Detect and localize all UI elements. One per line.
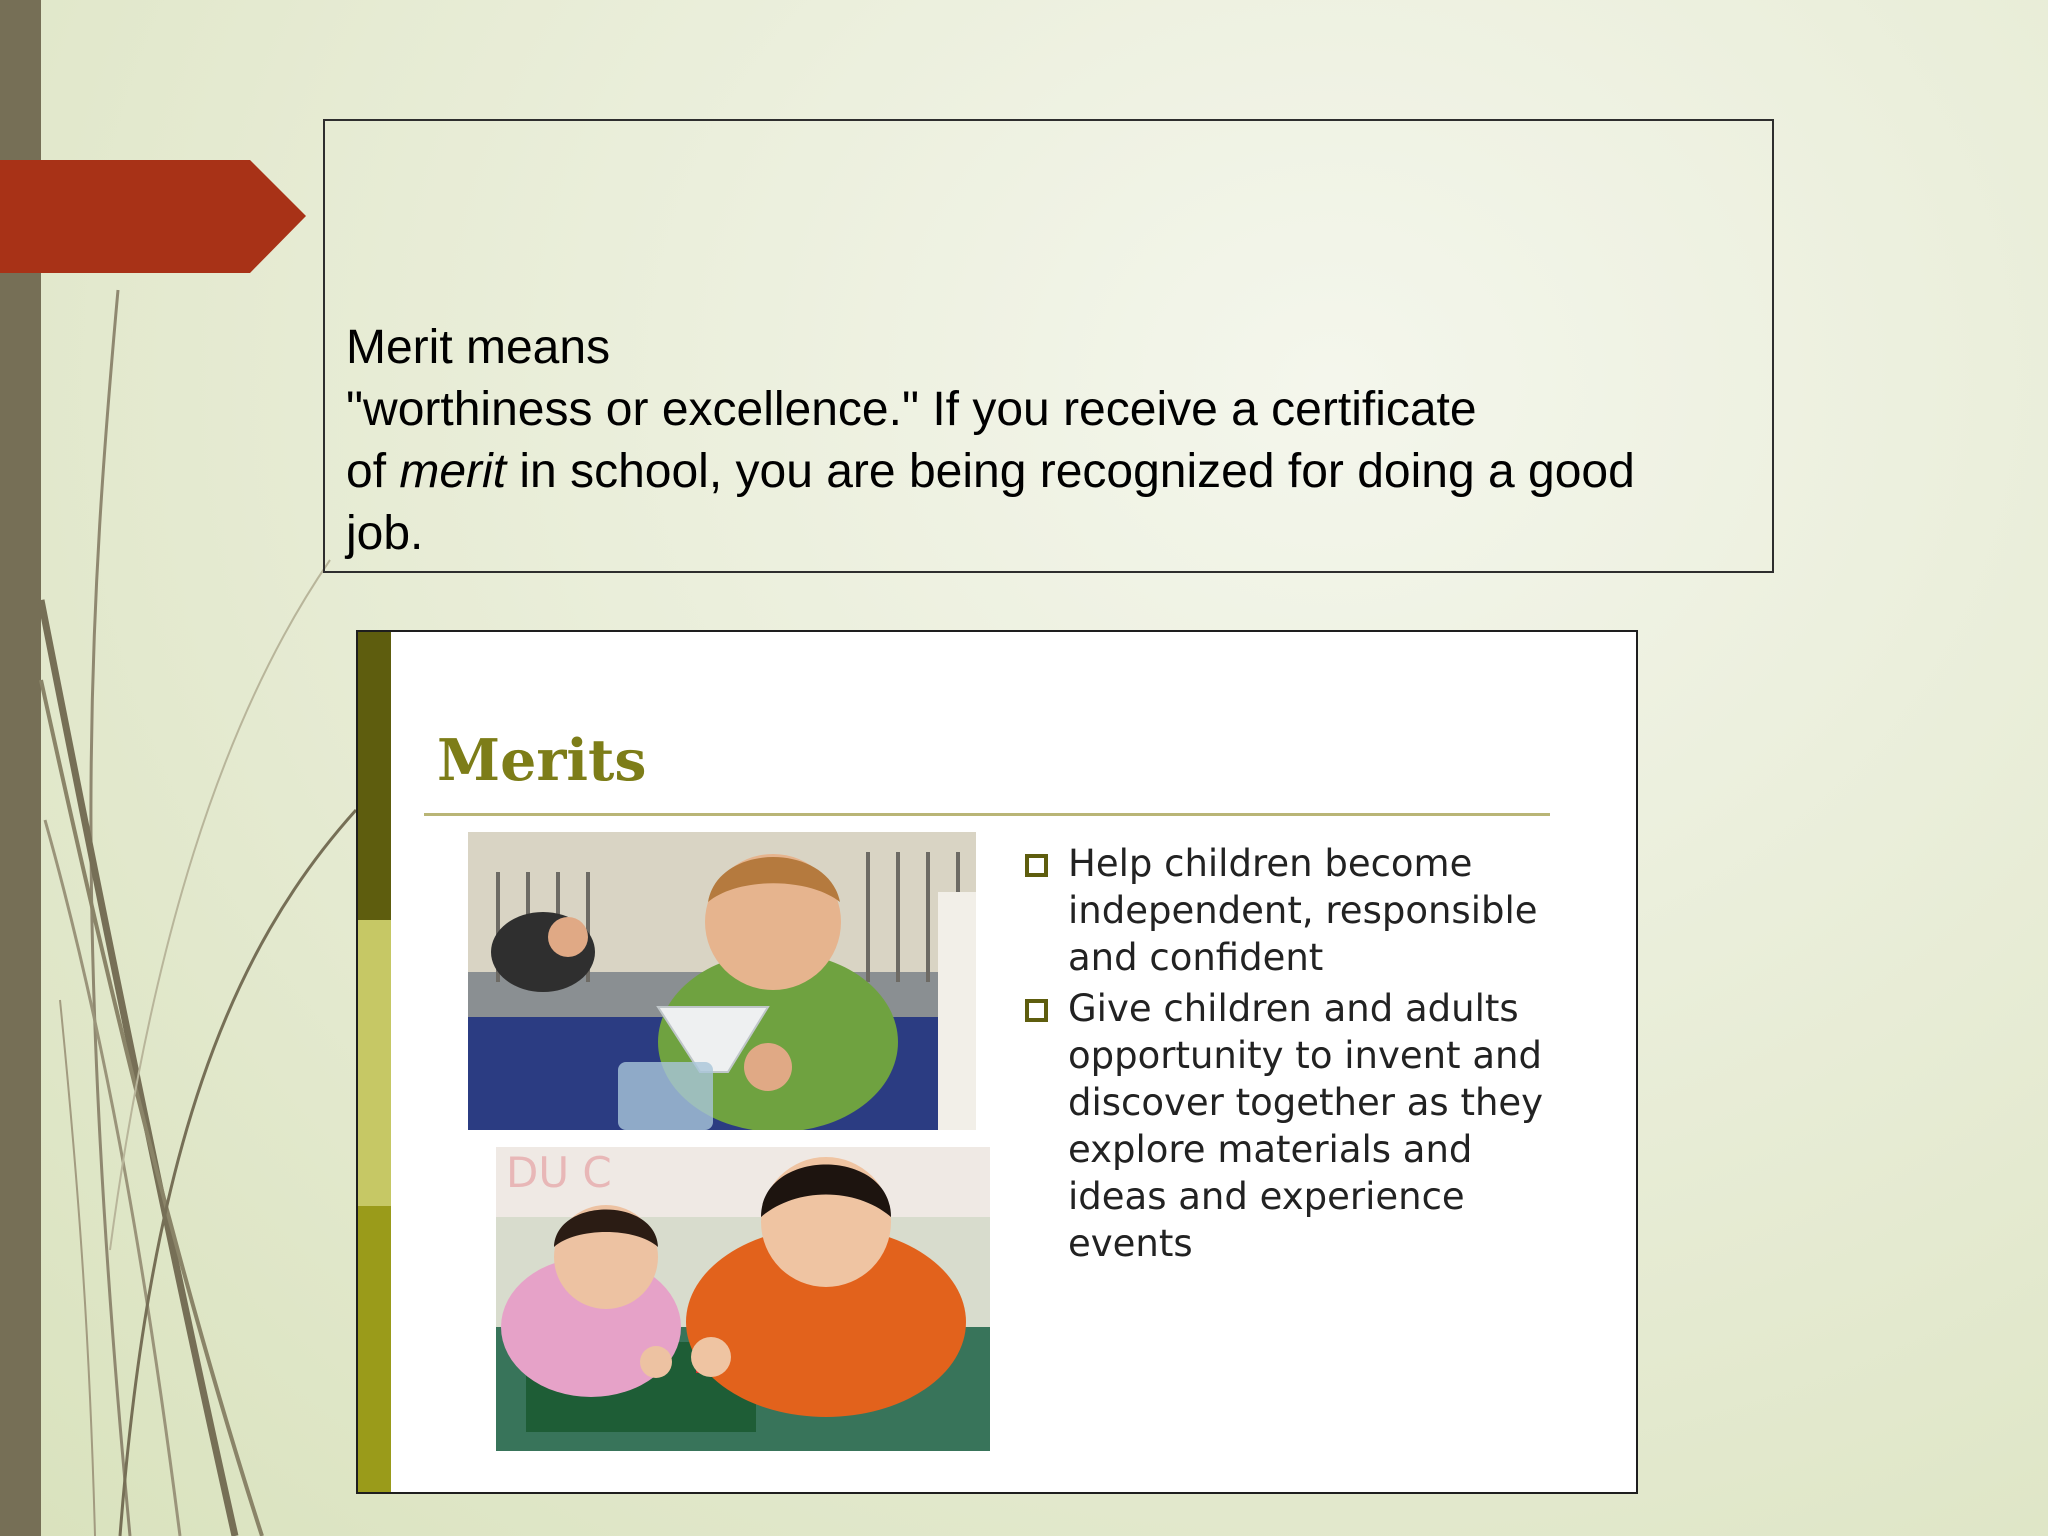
- definition-line-2: "worthiness or excellence." If you receive a certificate: [346, 383, 1477, 436]
- bullet-item: [1018, 985, 1578, 1267]
- definition-line-3: [346, 441, 1756, 503]
- definition-line-1: Merit means: [346, 321, 611, 374]
- stripe-segment-light: [358, 920, 391, 1206]
- definition-line-3-suffix: in school, you are being recognized for doing a good: [506, 445, 1635, 498]
- embedded-slide-image: [356, 630, 1638, 1494]
- slide-side-stripe: [358, 632, 391, 1492]
- svg-text:DU C: DU C: [506, 1148, 612, 1197]
- merits-bullet-list: [1018, 840, 1578, 1271]
- children-crafting-photo: [496, 1147, 990, 1451]
- red-arrow-tab: [0, 160, 306, 273]
- definition-line-4: job.: [346, 507, 424, 560]
- slide-title: Merits: [437, 727, 647, 794]
- square-bullet-icon: [1025, 854, 1048, 877]
- title-underline: [424, 813, 1550, 816]
- stripe-segment-mid: [358, 1206, 391, 1494]
- bullet-text: Help children become independent, responsible and confident: [1068, 842, 1538, 979]
- definition-line-3-prefix: of: [346, 445, 400, 498]
- child-pouring-water-photo: [468, 832, 976, 1130]
- stripe-segment-dark: [358, 632, 391, 920]
- definition-box: [323, 119, 1774, 573]
- definition-italic-merit: merit: [399, 445, 507, 498]
- bullet-text: Give children and adults opportunity to invent and discover together as they explore materials and ideas and experience events: [1068, 987, 1544, 1265]
- definition-text: [346, 317, 1756, 565]
- square-bullet-icon: [1025, 999, 1048, 1022]
- bullet-item: [1018, 840, 1578, 981]
